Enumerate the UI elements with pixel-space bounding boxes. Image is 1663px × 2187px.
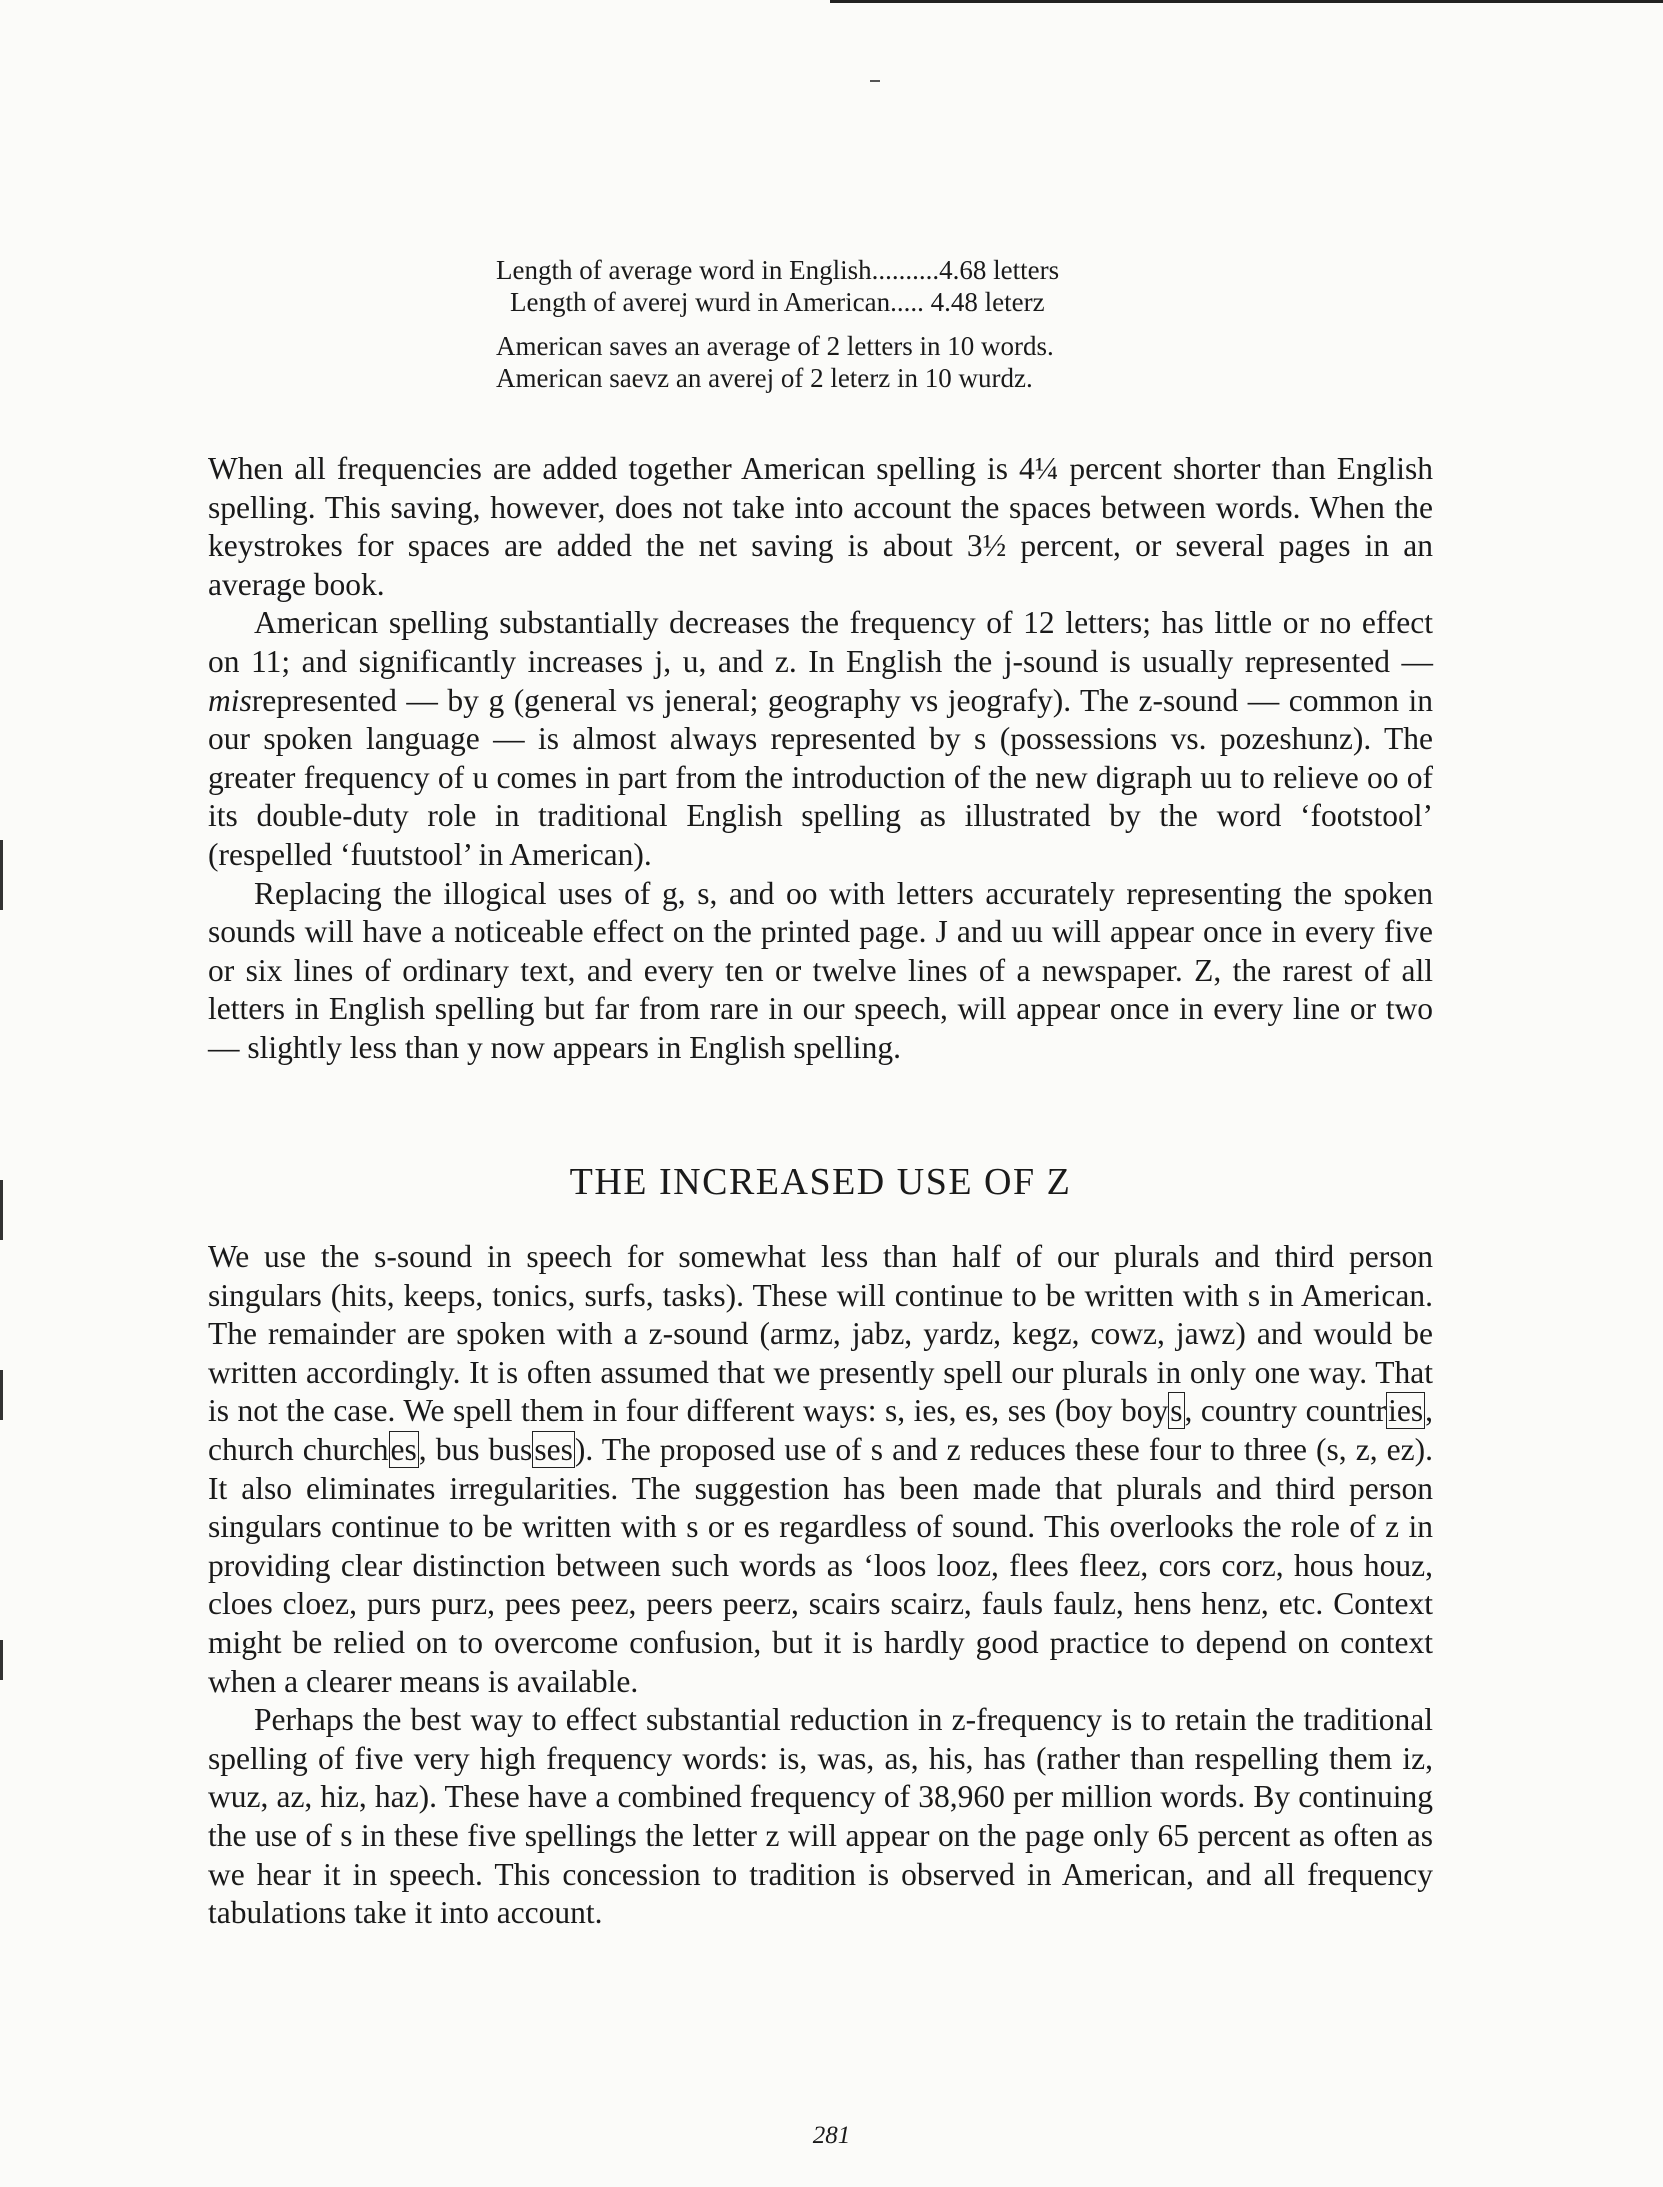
body-text-upper <box>208 450 1433 1068</box>
boxed-suffix: s <box>1170 1393 1183 1429</box>
scan-edge-mark <box>0 1370 3 1420</box>
paragraph: We use the s-sound in speech for somewhat less than half of our plurals and third person singulars (hits, keeps, tonics, surfs, tasks). These will continue to be written with s in American. The remainder are spoken with a z-sound (armz, jabz, yardz, kegz, cowz, jawz) and would be written accordingly. It is often assumed that we presently spell our plurals in only one way. That is not the case. We spell them in four different ways: s, ies, es, ses (boy boys, country countries, church churches, bus busses). The proposed use of s and z reduces these four to three (s, z, ez). It also eliminates irregularities. The suggestion has been made that plurals and third person singulars continue to be written with s or es regardless of sound. This overlooks the role of z in providing clear distinction between such words as ‘loos looz, flees fleez, cors corz, hous houz, cloes cloez, purs purz, pees peez, peers peerz, scairs scairz, fauls faulz, hens henz, etc. Context might be relied on to overcome confusion, but it is hardly good practice to depend on context when a clearer means is available. <box>208 1239 1433 1699</box>
section-heading: THE INCREASED USE OF Z <box>569 1161 1072 1203</box>
paragraph: Perhaps the best way to effect substantial reduction in z-frequency is to retain the traditional spelling of five very high frequency words: is, was, as, his, has (rather than respelling them iz, wuz, az, hiz, haz). These have a combined frequency of 38,960 per million words. By continuing the use of s in these five spellings the letter z will appear on the page only 65 percent as often as we hear it in speech. This concession to tradition is observed in American, and all frequency tabulations take it into account. <box>208 1702 1433 1931</box>
boxed-suffix: ies <box>1388 1393 1424 1429</box>
scan-mark <box>870 80 880 82</box>
scan-edge-mark <box>0 840 3 910</box>
page-number: 281 <box>812 2122 851 2149</box>
paragraph: Replacing the illogical uses of g, s, and oo with letters accurately representing the spoken sounds will have a noticeable effect on the printed page. J and uu will appear once in every five or six lines of ordinary text, and every ten or twelve lines of a newspaper. Z, the rarest of all letters in English spelling but far from rare in our speech, will appear once in every line or two — slightly less than y now appears in English spelling. <box>208 875 1433 1065</box>
english-saving-line: American saves an average of 2 letters in 10 words. <box>496 331 1054 361</box>
word-length-stats <box>496 254 1196 394</box>
top-rule <box>830 0 1663 3</box>
american-length-line: Length of averej wurd in American..... 4.48 leterz <box>510 287 1045 317</box>
paragraph: When all frequencies are added together American spelling is 4¼ percent shorter than English spelling. This saving, however, does not take into account the spaces between words. When the keystrokes for spaces are added the net saving is about 3½ percent, or several pages in an average book. <box>208 451 1433 602</box>
american-saving-line: American saevz an averej of 2 leterz in 10 wurdz. <box>496 363 1033 393</box>
boxed-suffix: es <box>390 1431 417 1467</box>
boxed-suffix: ses <box>534 1431 573 1467</box>
emphasis: mis <box>208 682 252 718</box>
scan-edge-mark <box>0 1180 3 1240</box>
scan-edge-mark <box>0 1640 3 1680</box>
paragraph: American spelling substantially decreases the frequency of 12 letters; has little or no effect on 11; and significantly increases j, u, and z. In English the j-sound is usually represented —misrepresented — by g (general vs jeneral; geography vs jeografy). The z-sound — common in our spoken language — is almost always represented by s (possessions vs. pozeshunz). The greater frequency of u comes in part from the introduction of the new digraph uu to relieve oo of its double-duty role in traditional English spelling as illustrated by the word ‘footstool’ (respelled ‘fuutstool’ in American). <box>208 605 1433 872</box>
english-length-line: Length of average word in English..........4.68 letters <box>496 255 1060 285</box>
body-text-lower <box>208 1238 1433 1933</box>
